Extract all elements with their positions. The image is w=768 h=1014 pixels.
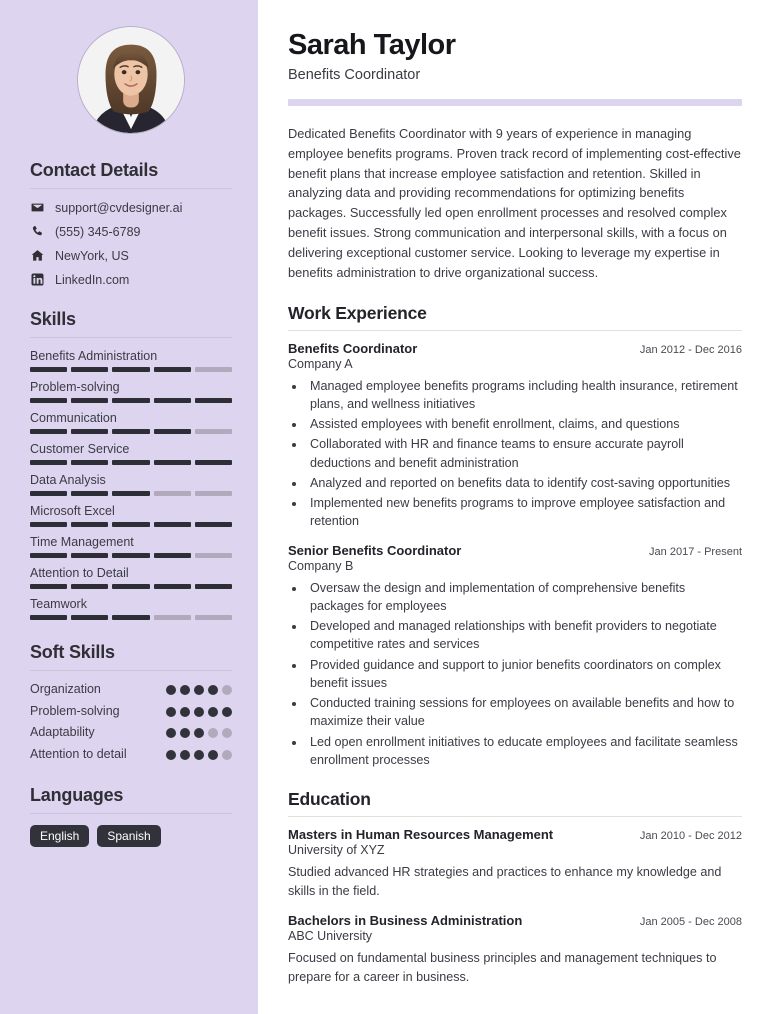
contact-item-location[interactable] [30, 248, 232, 263]
skill-level-bar [30, 615, 232, 620]
work-entry-date: Jan 2017 - Present [649, 545, 742, 558]
rating-dot [222, 707, 232, 717]
skill-segment [154, 615, 191, 620]
skill-segment [154, 398, 191, 403]
work-entry-title: Benefits Coordinator [288, 340, 418, 356]
skill-level-bar [30, 367, 232, 372]
education-section [288, 789, 742, 987]
soft-skill-item [30, 747, 232, 763]
language-badge: Spanish [97, 825, 160, 847]
sidebar [0, 0, 258, 1014]
bullet-item: • Implemented new benefits programs to improve employee satisfaction and retention [306, 494, 742, 531]
rating-dot [222, 728, 232, 738]
rating-dot [166, 750, 176, 760]
work-experience-divider [288, 330, 742, 331]
skill-segment [112, 460, 149, 465]
skill-segment [154, 522, 191, 527]
profile-photo-icon [78, 27, 184, 133]
skill-segment [154, 460, 191, 465]
bullet-item: • Conducted training sessions for employees on available benefits and how to maximize their value [306, 694, 742, 731]
bullet-item: • Led open enrollment initiatives to educate employees and facilitate seamless enrollment processes [306, 733, 742, 770]
soft-skills-list [30, 682, 232, 763]
skill-segment [154, 584, 191, 589]
skill-segment [154, 491, 191, 496]
rating-dot [208, 685, 218, 695]
work-entry-company: Company B [288, 558, 354, 573]
education-entry-description: Focused on fundamental business principles and management techniques to prepare for a career in business. [288, 950, 717, 984]
page-title: Sarah Taylor [288, 29, 456, 61]
skill-segment [195, 615, 232, 620]
contact-item-email[interactable] [30, 200, 232, 215]
skill-segment [71, 429, 108, 434]
skill-segment [71, 491, 108, 496]
skill-segment [112, 615, 149, 620]
education-entry-school: ABC University [288, 928, 373, 943]
work-experience-heading: Work Experience [288, 302, 427, 323]
contact-item-linkedin[interactable] [30, 272, 232, 287]
skill-item [30, 442, 232, 465]
work-entry [288, 543, 742, 770]
skill-segment [154, 429, 191, 434]
education-entry-title: Bachelors in Business Administration [288, 912, 523, 928]
skill-segment [154, 553, 191, 558]
rating-dot [180, 685, 190, 695]
skill-segment [30, 460, 67, 465]
linkedin-icon [30, 272, 45, 287]
contact-phone-value: (555) 345-6789 [55, 224, 141, 239]
rating-dot [166, 707, 176, 717]
avatar [77, 26, 185, 134]
work-entry [288, 341, 742, 531]
skill-segment [112, 553, 149, 558]
education-entry-title: Masters in Human Resources Management [288, 827, 554, 843]
languages-divider [30, 813, 232, 814]
languages-heading: Languages [30, 784, 124, 805]
education-entry-header [288, 827, 742, 842]
skill-item [30, 349, 232, 372]
soft-skill-item [30, 725, 232, 741]
skill-segment [30, 367, 67, 372]
skill-level-bar [30, 584, 232, 589]
skill-name: Microsoft Excel [30, 504, 115, 518]
skill-name: Benefits Administration [30, 349, 158, 363]
work-experience-section [288, 303, 742, 770]
bullet-item: • Assisted employees with benefit enrollment, claims, and questions [306, 415, 742, 433]
skill-name: Problem-solving [30, 380, 120, 394]
work-entry-bullets [306, 377, 742, 531]
education-divider [288, 816, 742, 817]
rating-dot [208, 707, 218, 717]
skill-segment [30, 429, 67, 434]
skill-segment [30, 584, 67, 589]
skill-segment [71, 584, 108, 589]
skill-segment [195, 398, 232, 403]
skill-segment [71, 367, 108, 372]
skill-level-bar [30, 522, 232, 527]
skill-segment [30, 491, 67, 496]
education-entry [288, 827, 742, 901]
skill-segment [195, 460, 232, 465]
work-entry-header [288, 543, 742, 558]
work-entry-company: Company A [288, 356, 353, 371]
contact-item-phone[interactable] [30, 224, 232, 239]
skill-item [30, 566, 232, 589]
contact-email-value: support@cvdesigner.ai [55, 200, 183, 215]
work-entry-date: Jan 2012 - Dec 2016 [639, 343, 742, 356]
skills-list [30, 349, 232, 620]
bullet-item: • Oversaw the design and implementation of comprehensive benefits packages for employees [306, 579, 742, 616]
education-entries [288, 827, 742, 987]
education-entry-date: Jan 2005 - Dec 2008 [639, 915, 742, 928]
home-icon [30, 248, 45, 263]
rating-dot [194, 750, 204, 760]
skill-segment [154, 367, 191, 372]
rating-dot [166, 685, 176, 695]
rating-dot [208, 750, 218, 760]
rating-dot [194, 728, 204, 738]
soft-skill-rating [166, 704, 232, 717]
rating-dot [180, 728, 190, 738]
skill-segment [195, 367, 232, 372]
soft-skill-name: Organization [30, 682, 101, 696]
contact-heading: Contact Details [30, 160, 159, 180]
education-entry-school: University of XYZ [288, 843, 385, 858]
skill-name: Customer Service [30, 442, 130, 456]
education-entry [288, 913, 742, 987]
phone-icon [30, 224, 45, 239]
soft-skill-name: Problem-solving [30, 703, 120, 718]
contact-divider [30, 188, 232, 189]
skill-item [30, 504, 232, 527]
rating-dot [166, 728, 176, 738]
rating-dot [222, 685, 232, 695]
skill-level-bar [30, 460, 232, 465]
skill-segment [112, 367, 149, 372]
skill-segment [71, 615, 108, 620]
skill-item [30, 597, 232, 620]
skills-divider [30, 337, 232, 338]
skill-name: Attention to Detail [30, 566, 129, 580]
work-entry-bullets [306, 579, 742, 770]
skill-segment [195, 429, 232, 434]
education-entry-date: Jan 2010 - Dec 2012 [639, 830, 742, 843]
language-badge: English [30, 825, 89, 847]
languages-list [30, 825, 232, 847]
rating-dot [194, 707, 204, 717]
soft-skill-item [30, 682, 232, 698]
education-entry-header [288, 913, 742, 928]
main-content [258, 0, 768, 1014]
skill-segment [112, 429, 149, 434]
skill-segment [195, 522, 232, 527]
skill-segment [30, 398, 67, 403]
bullet-item: • Collaborated with HR and finance teams to ensure accurate payroll deductions and benefit administration [306, 435, 742, 472]
skill-level-bar [30, 553, 232, 558]
skill-segment [71, 553, 108, 558]
soft-skill-rating [166, 682, 232, 695]
skill-name: Data Analysis [30, 473, 106, 487]
rating-dot [222, 750, 232, 760]
rating-dot [180, 750, 190, 760]
skill-segment [112, 584, 149, 589]
skill-segment [112, 491, 149, 496]
skill-segment [30, 553, 67, 558]
job-role: Benefits Coordinator [288, 66, 421, 83]
work-entries [288, 341, 742, 770]
skill-level-bar [30, 491, 232, 496]
skill-item [30, 535, 232, 558]
contact-list [30, 200, 232, 287]
soft-skill-rating [166, 725, 232, 738]
skill-segment [30, 522, 67, 527]
soft-skill-name: Adaptability [30, 725, 95, 740]
skills-heading: Skills [30, 309, 76, 329]
contact-location-value: NewYork, US [55, 248, 129, 263]
skill-segment [112, 522, 149, 527]
skill-item [30, 473, 232, 496]
soft-skill-rating [166, 747, 232, 760]
skill-segment [71, 398, 108, 403]
skill-name: Communication [30, 411, 117, 425]
work-entry-header [288, 341, 742, 356]
soft-skill-name: Attention to detail [30, 746, 127, 761]
skill-segment [71, 522, 108, 527]
accent-divider [288, 99, 742, 106]
rating-dot [208, 728, 218, 738]
envelope-icon [30, 200, 45, 215]
bullet-item: • Analyzed and reported on benefits data to identify cost-saving opportunities [306, 474, 742, 492]
bullet-item: • Developed and managed relationships with benefit providers to negotiate competitive rates and services [306, 617, 742, 654]
skill-segment [195, 584, 232, 589]
skill-item [30, 411, 232, 434]
skill-item [30, 380, 232, 403]
bullet-item: • Provided guidance and support to junior benefits coordinators on complex benefit issues [306, 656, 742, 693]
education-entry-description: Studied advanced HR strategies and practices to enhance my knowledge and skills in the field. [288, 865, 722, 898]
rating-dot [180, 707, 190, 717]
rating-dot [194, 685, 204, 695]
summary-text: Dedicated Benefits Coordinator with 9 years of experience in managing employee benefits programs. Proven track record of implementing cost-effective benefit plans that increase employee satisfaction and retention. Skilled in analyzing data and providing recommendations for optimizing benefits packages. Successfully led open enrollment processes and resolved complex benefit issues. Strong communication and interpersonal skills, with a focus on delivering exceptional customer service. Looking to leverage my expertise in benefits administration to drive organizational success. [288, 125, 741, 280]
skill-segment [195, 491, 232, 496]
skill-level-bar [30, 429, 232, 434]
work-entry-title: Senior Benefits Coordinator [288, 542, 462, 558]
skill-segment [71, 460, 108, 465]
avatar-wrap [30, 26, 232, 134]
skill-name: Teamwork [30, 597, 87, 611]
soft-skills-heading: Soft Skills [30, 642, 115, 662]
bullet-item: • Managed employee benefits programs including health insurance, retirement plans, and wellness initiatives [306, 377, 742, 414]
skill-segment [112, 398, 149, 403]
soft-skills-divider [30, 670, 232, 671]
soft-skill-item [30, 704, 232, 720]
skill-segment [30, 615, 67, 620]
contact-linkedin-value: LinkedIn.com [55, 272, 130, 287]
skill-segment [195, 553, 232, 558]
skill-level-bar [30, 398, 232, 403]
skill-name: Time Management [30, 535, 134, 549]
education-heading: Education [288, 789, 371, 810]
